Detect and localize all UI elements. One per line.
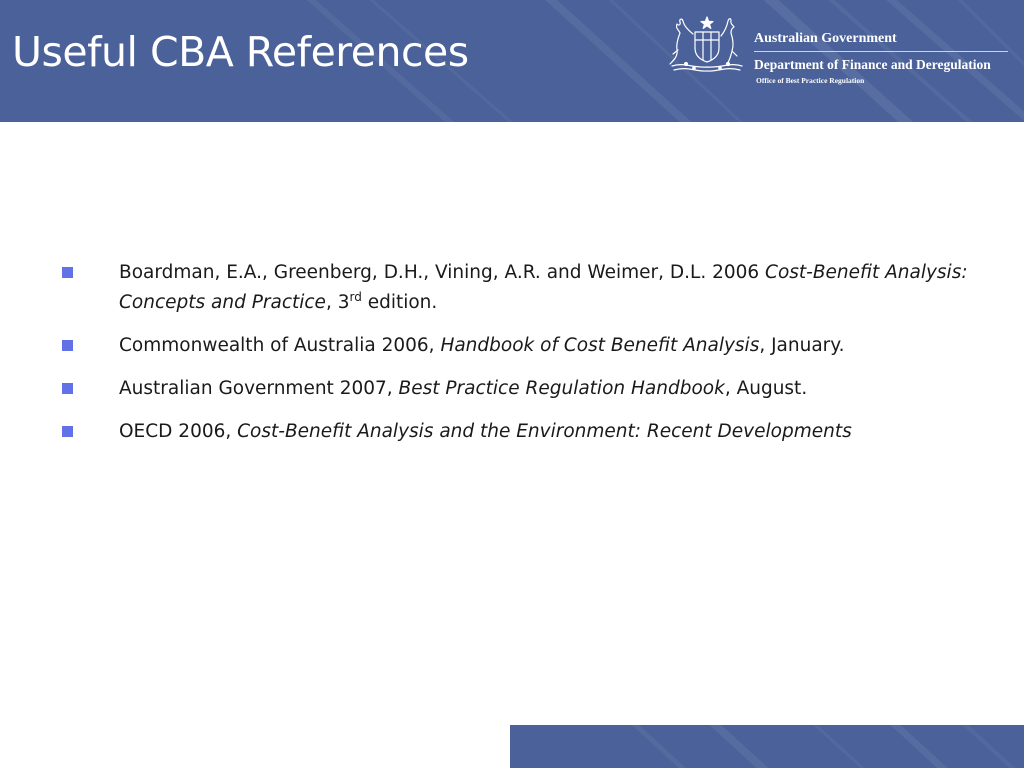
- bullet-square-icon: [62, 267, 73, 278]
- coat-of-arms-icon: [664, 14, 750, 76]
- footer-streaks: [510, 725, 1024, 768]
- reference-title: Best Practice Regulation Handbook: [398, 378, 725, 399]
- reference-item: [0, 417, 1024, 447]
- footer-bar: [510, 725, 1024, 768]
- logo-divider: [754, 51, 1008, 52]
- reference-list: [0, 258, 1024, 460]
- government-logo-text: [754, 30, 1010, 86]
- reference-text: Commonwealth of Australia 2006, Handbook of Cost Benefit Analysis, January.: [119, 335, 845, 356]
- reference-title: Handbook of Cost Benefit Analysis: [440, 335, 760, 356]
- header-banner: [0, 0, 1024, 122]
- office-label: Office of Best Practice Regulation: [756, 76, 865, 85]
- australian-government-label: Australian Government: [754, 31, 897, 46]
- department-label: Department of Finance and Deregulation: [754, 57, 991, 72]
- reference-text: Boardman, E.A., Greenberg, D.H., Vining, A.R. and Weimer, D.L. 2006 Cost-Benefit Analysis: Concepts and Practice, 3rd edition.: [119, 262, 968, 313]
- bullet-square-icon: [62, 426, 73, 437]
- ordinal-suffix: rd: [349, 290, 362, 304]
- reference-title: Cost-Benefit Analysis: Concepts and Practice: [119, 262, 968, 313]
- reference-text: Australian Government 2007, Best Practice Regulation Handbook, August.: [119, 378, 808, 399]
- bullet-square-icon: [62, 340, 73, 351]
- reference-item: [0, 374, 1024, 404]
- slide-title: Useful CBA References: [12, 28, 469, 76]
- reference-item: [0, 258, 1024, 318]
- bullet-square-icon: [62, 383, 73, 394]
- reference-title: Cost-Benefit Analysis and the Environment: Recent Developments: [237, 421, 852, 442]
- reference-text: OECD 2006, Cost-Benefit Analysis and the Environment: Recent Developments: [119, 421, 852, 442]
- reference-item: [0, 331, 1024, 361]
